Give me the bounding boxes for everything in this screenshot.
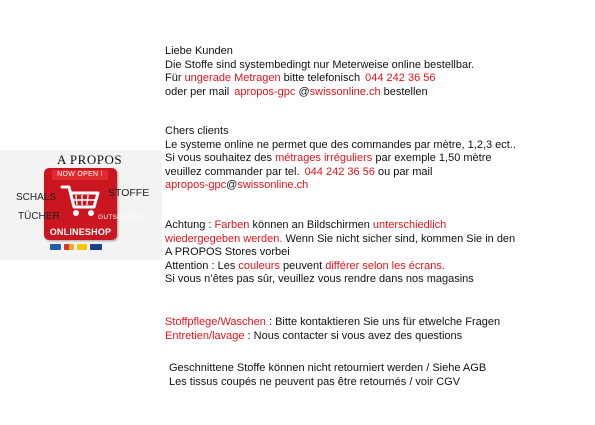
greeting-de: Liebe Kunden [165, 45, 233, 57]
shopping-cart-icon [60, 181, 102, 223]
highlight: différer selon les écrans. [325, 259, 445, 272]
return-policy [169, 362, 486, 389]
highlight: unterschiedlich [372, 219, 447, 231]
logo-stoffe-label: STOFFE [108, 187, 150, 199]
greeting-fr: Chers clients [165, 125, 229, 137]
notice-line: Si vous n’êtes pas sûr, veuillez vous rendre dans nos magasins [165, 273, 474, 286]
mastercard-icon [64, 244, 74, 250]
notice-line: apropos-gpc@swissonline.ch [165, 179, 309, 192]
highlight: couleurs [238, 259, 280, 272]
highlight: ungerade Metragen [184, 72, 281, 85]
logo-brand: A PROPOS [57, 152, 123, 167]
highlight: métrages irréguliers [275, 152, 373, 165]
paypal-icon [50, 244, 61, 250]
now-open-badge: NOW OPEN ! [52, 170, 108, 180]
phone-link[interactable]: 044 242 36 56 [304, 165, 375, 178]
logo-tuecher-label: TÜCHER [18, 211, 60, 222]
notice-line: Geschnittene Stoffe können nicht retourniert werden / Siehe AGB [169, 362, 487, 374]
notice-line: Für ungerade Metragen bitte telefonisch 044 242 36 56 [165, 72, 436, 85]
notice-line: wiedergegeben werden. Wenn Sie nicht sicher sind, kommen Sie in den [165, 232, 516, 245]
postcard-icon [77, 244, 87, 250]
german-notice [165, 45, 474, 99]
apropos-onlineshop-logo[interactable] [0, 150, 162, 260]
notice-line: Die Stoffe sind systembedingt nur Meterweise online bestellbar. [165, 58, 475, 71]
notice-line: Achtung : Farben können an Bildschirmen unterschiedlich [165, 219, 447, 231]
care-link-de[interactable]: Stoffpflege/Waschen [165, 316, 266, 328]
notice-line: Si vous souhaitez des métrages irréguliers par exemple 1,50 mètre [165, 152, 492, 165]
visa-icon [90, 244, 102, 250]
notice-line: A PROPOS Stores vorbei [165, 246, 290, 259]
email-link[interactable]: apropos-gpc [234, 85, 296, 98]
email-domain-link[interactable]: swissonline.ch [237, 179, 309, 192]
notice-line: Entretien/lavage : Nous contacter si vous avez des questions [165, 329, 463, 342]
notice-line: Le systeme online ne permet que des commandes par mètre, 1,2,3 ect.. [165, 138, 516, 151]
notice-line: oder per mail apropos-gpc @swissonline.ch bestellen [165, 85, 428, 98]
french-notice [165, 125, 516, 193]
notice-line: Stoffpflege/Waschen : Bitte kontaktieren Sie uns für etwelche Fragen [165, 316, 501, 328]
notice-line: Les tissus coupés ne peuvent pas être retournés / voir CGV [169, 375, 461, 388]
email-domain-link[interactable]: swissonline.ch [309, 85, 381, 98]
logo-gutscheine-label: GUTSCHEINE [98, 214, 144, 221]
highlight: Farben [214, 219, 250, 231]
notice-line: veuillez commander par tel. 044 242 36 56 ou par mail [165, 165, 433, 178]
notice-line: Attention : Les couleurs peuvent différer selon les écrans. [165, 259, 445, 272]
color-warning [165, 219, 515, 287]
care-notice [165, 316, 500, 343]
care-link-fr[interactable]: Entretien/lavage [165, 329, 245, 342]
logo-schals-label: SCHALS [16, 192, 57, 203]
phone-link[interactable]: 044 242 36 56 [365, 72, 436, 85]
email-link[interactable]: apropos-gpc [165, 179, 227, 192]
highlight: wiedergegeben werden. [165, 232, 283, 245]
onlineshop-label: ONLINESHOP [49, 227, 112, 237]
